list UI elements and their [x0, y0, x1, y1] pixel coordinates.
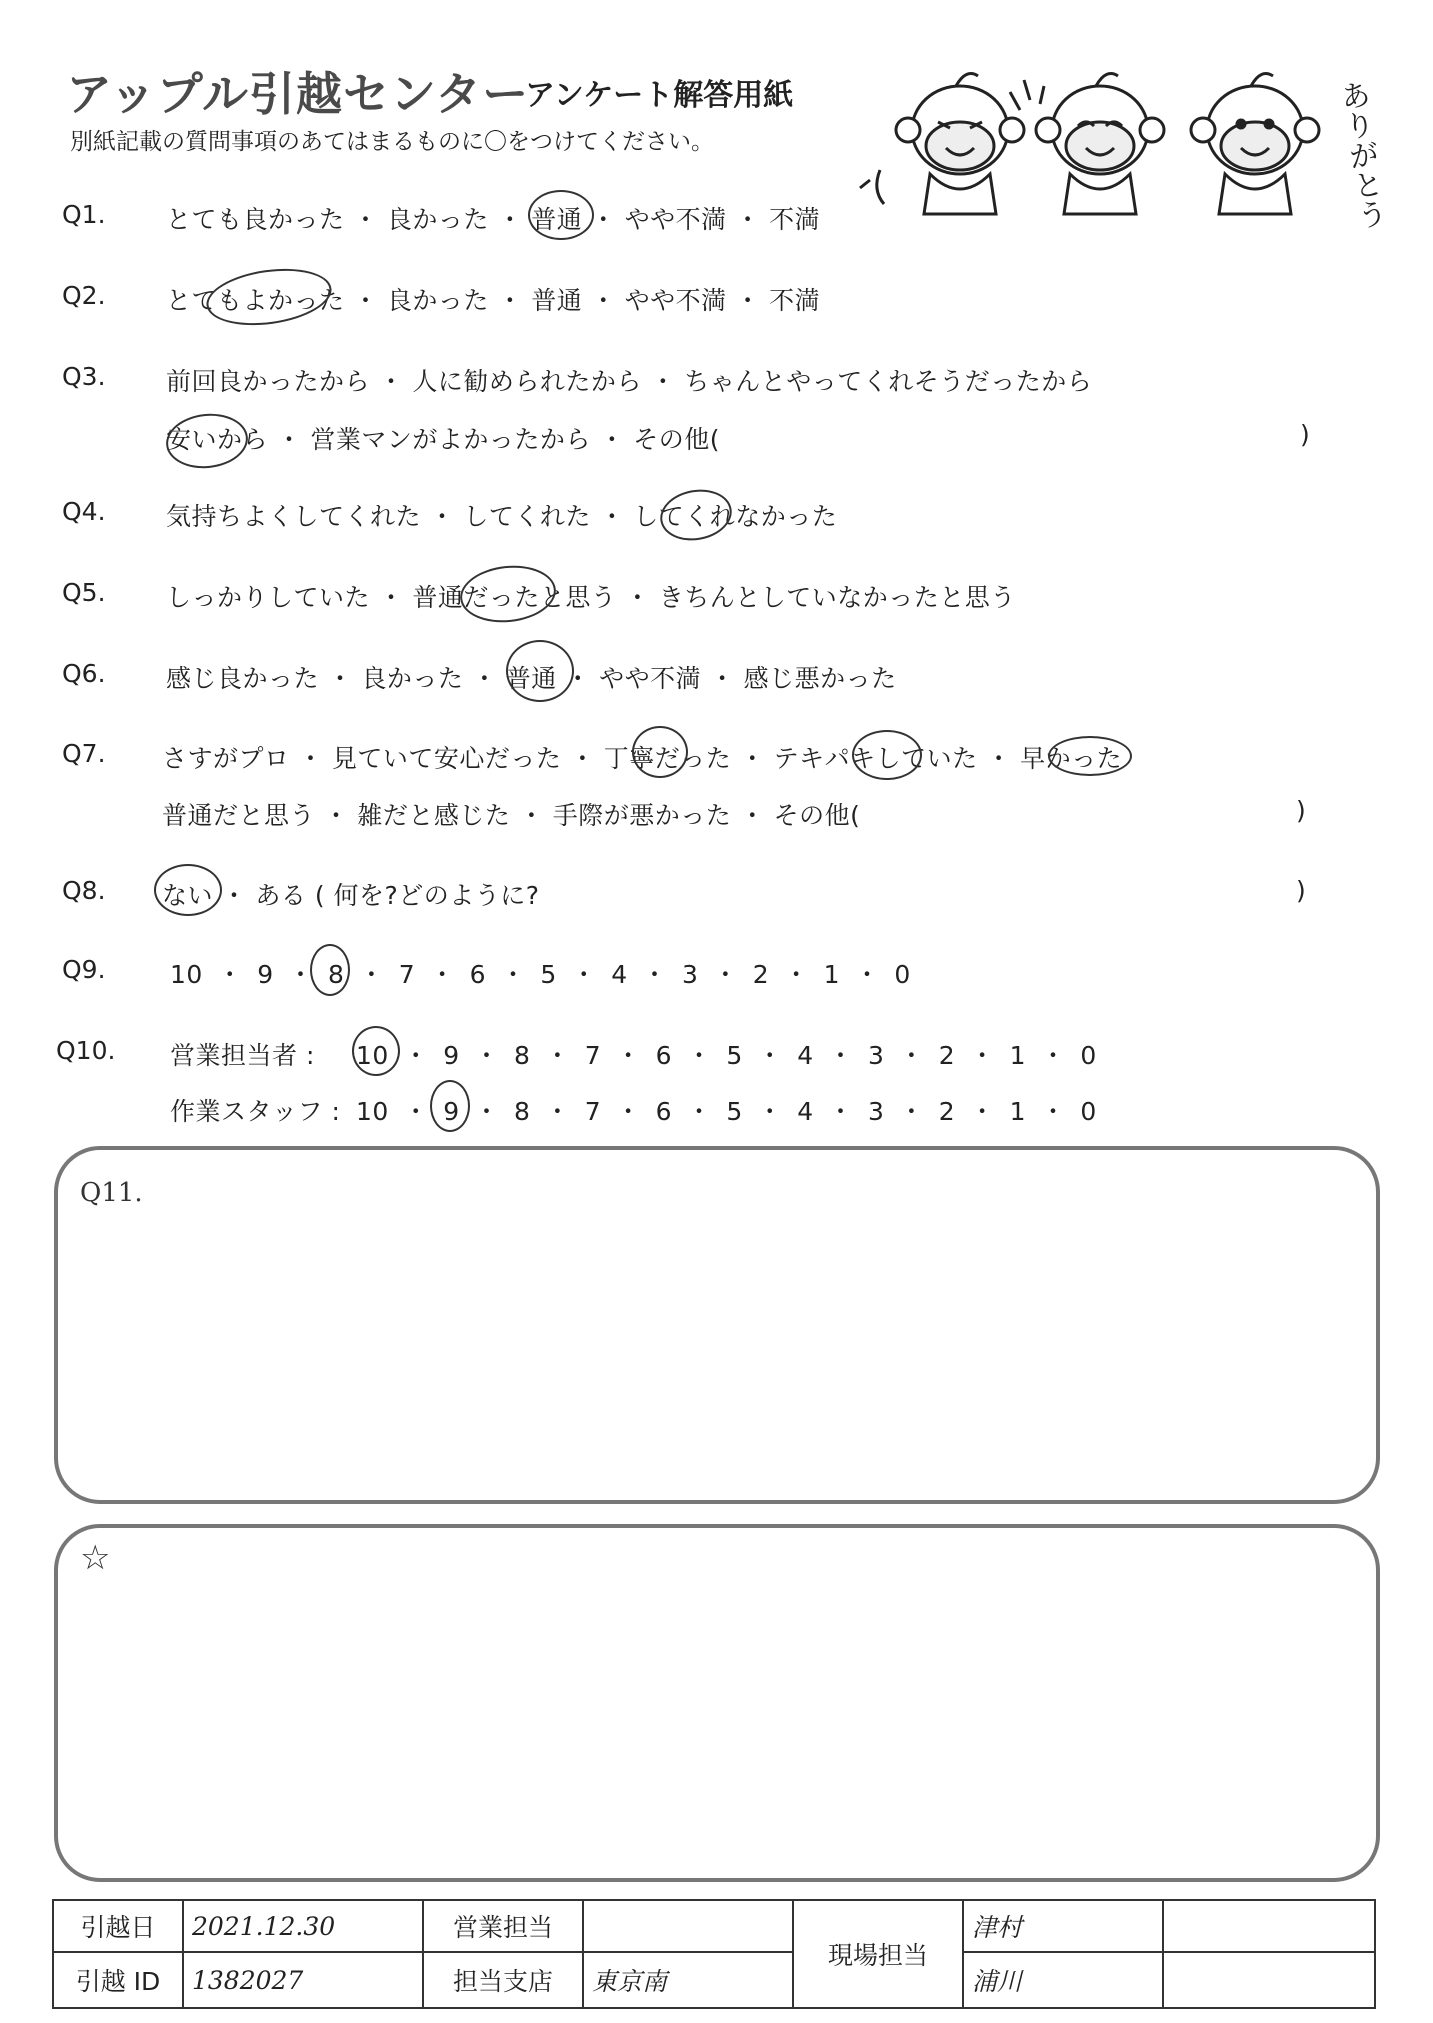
- q7-options-line2[interactable]: 普通だと思う ・ 雑だと感じた ・ 手際が悪かった ・ その他(: [162, 801, 861, 830]
- move-date-label: 引越日: [53, 1900, 183, 1952]
- q10-label: Q10.: [56, 1036, 116, 1065]
- q10-staff-selection-circle: [430, 1080, 470, 1132]
- q11-comment-box[interactable]: [54, 1146, 1380, 1504]
- site-rep-value-1[interactable]: 津村: [963, 1900, 1163, 1952]
- q9-scale[interactable]: 10 ・ 9 ・ 8 ・ 7 ・ 6 ・ 5 ・ 4 ・ 3 ・ 2 ・ 1 ・ 0: [170, 960, 911, 989]
- site-rep-value-2[interactable]: 浦川: [963, 1952, 1163, 2008]
- q8-label: Q8.: [62, 876, 106, 905]
- q5-selection-circle: [457, 561, 558, 627]
- q4-label: Q4.: [62, 497, 106, 526]
- q7-selection-circle-1: [632, 726, 688, 778]
- q3-close-paren: ): [1300, 420, 1310, 449]
- brand-title: アップル引越センター: [66, 67, 530, 121]
- q6-selection-circle: [506, 640, 574, 702]
- move-id-label: 引越 ID: [53, 1952, 183, 2008]
- q7-selection-circle-3: [1048, 736, 1132, 776]
- q1-label: Q1.: [62, 200, 106, 229]
- q9-label: Q9.: [62, 955, 106, 984]
- sales-rep-label: 営業担当: [423, 1900, 583, 1952]
- q7-options-line1[interactable]: さすがプロ ・ 見ていて安心だった ・ 丁寧だった ・ テキパキしていた ・ 早かった: [162, 744, 1123, 773]
- q2-label: Q2.: [62, 281, 106, 310]
- q2-options[interactable]: とてもよかった ・ 良かった ・ 普通 ・ やや不満 ・ 不満: [166, 286, 821, 315]
- mascot-thanks-text: ありがとう: [1332, 78, 1389, 232]
- move-date-value[interactable]: 2021.12.30: [183, 1900, 423, 1952]
- instruction-text: 別紙記載の質問事項のあてはまるものに〇をつけてください。: [70, 129, 714, 155]
- sales-rep-value[interactable]: [583, 1900, 793, 1952]
- q7-selection-circle-2: [852, 730, 922, 780]
- site-rep-label: 現場担当: [793, 1900, 963, 2008]
- branch-value[interactable]: 東京南: [583, 1952, 793, 2008]
- q4-options[interactable]: 気持ちよくしてくれた ・ してくれた ・ してくれなかった: [166, 502, 838, 531]
- q1-selection-circle: [528, 190, 594, 240]
- q5-label: Q5.: [62, 578, 106, 607]
- q8-selection-circle: [154, 864, 222, 916]
- q11-label: Q11.: [80, 1178, 143, 1208]
- q10-staff-label: 作業スタッフ :: [170, 1097, 341, 1126]
- q3-options-line1[interactable]: 前回良かったから ・ 人に勧められたから ・ ちゃんとやってくれそうだったから: [166, 367, 1093, 396]
- q6-label: Q6.: [62, 659, 106, 688]
- star-label: ☆: [80, 1538, 111, 1578]
- q10-staff-scale[interactable]: 10 ・ 9 ・ 8 ・ 7 ・ 6 ・ 5 ・ 4 ・ 3 ・ 2 ・ 1 ・ 0: [356, 1097, 1097, 1126]
- q10-sales-label: 営業担当者 :: [170, 1041, 315, 1070]
- q4-selection-circle: [656, 484, 736, 546]
- branch-label: 担当支店: [423, 1952, 583, 2008]
- q10-sales-selection-circle: [352, 1026, 400, 1076]
- site-rep-extra-2[interactable]: [1163, 1952, 1375, 2008]
- site-rep-extra-1[interactable]: [1163, 1900, 1375, 1952]
- q10-sales-scale[interactable]: 10 ・ 9 ・ 8 ・ 7 ・ 6 ・ 5 ・ 4 ・ 3 ・ 2 ・ 1 ・ 0: [356, 1041, 1097, 1070]
- q5-options[interactable]: しっかりしていた ・ 普通だったと思う ・ きちんとしていなかったと思う: [166, 583, 1016, 612]
- q8-close-paren: ): [1296, 876, 1306, 905]
- q3-options-line2[interactable]: 安いから ・ 営業マンがよかったから ・ その他(: [166, 425, 721, 454]
- q6-options[interactable]: 感じ良かった ・ 良かった ・ 普通 ・ やや不満 ・ 感じ悪かった: [166, 664, 897, 693]
- q3-label: Q3.: [62, 362, 106, 391]
- form-subtitle: アンケート解答用紙: [525, 78, 794, 113]
- q1-options[interactable]: とても良かった ・ 良かった ・ 普通 ・ やや不満 ・ 不満: [166, 205, 821, 234]
- star-comment-box[interactable]: [54, 1524, 1380, 1882]
- q2-selection-circle: [203, 261, 335, 332]
- move-id-value[interactable]: 1382027: [183, 1952, 423, 2008]
- q7-label: Q7.: [62, 739, 106, 768]
- q7-close-paren: ): [1296, 796, 1306, 825]
- footer-info-table: [52, 1899, 1376, 2009]
- q9-selection-circle: [310, 944, 350, 996]
- q8-options[interactable]: ない ・ ある ( 何を?どのように?: [162, 881, 540, 910]
